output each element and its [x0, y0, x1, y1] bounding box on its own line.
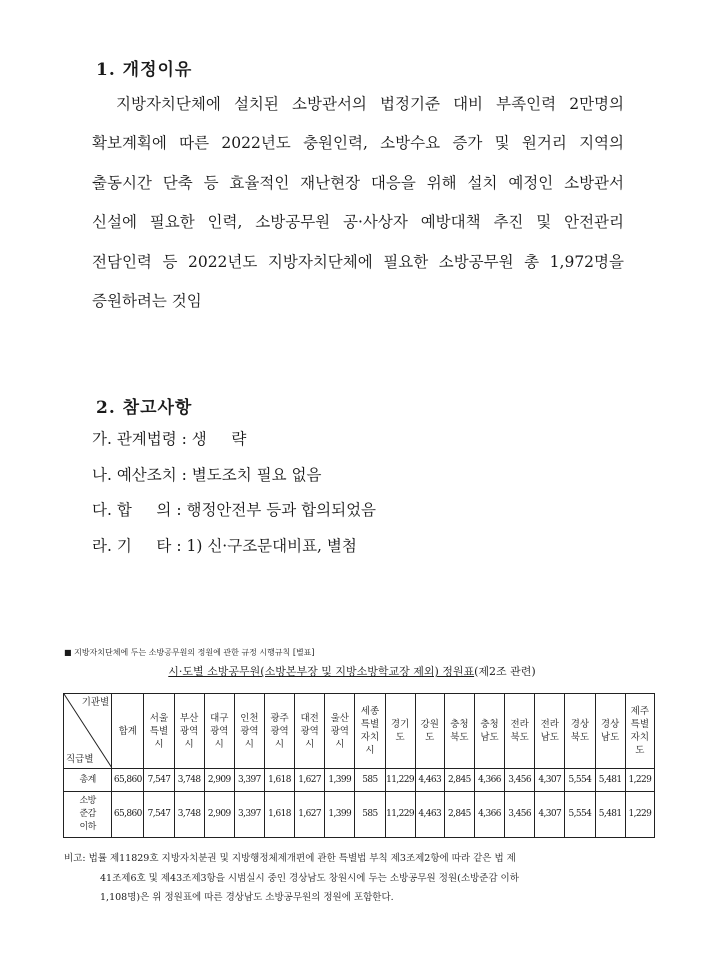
row-label: 소방 준감 이하	[64, 792, 112, 838]
table-cell: 4,463	[415, 769, 444, 792]
table-cell: 5,481	[595, 792, 625, 838]
table-cell: 3,748	[174, 792, 204, 838]
table-cell: 4,307	[535, 769, 565, 792]
table-cell: 7,547	[144, 792, 174, 838]
reference-item: 라. 기 타 : 1) 신·구조문대비표, 별첨	[92, 536, 357, 555]
reference-item: 다. 합 의 : 행정안전부 등과 합의되었음	[92, 501, 377, 519]
section2-heading: 2. 참고사항	[96, 398, 193, 418]
table-cell: 1,627	[295, 792, 325, 838]
column-header: 경상 남도	[595, 694, 625, 769]
paragraph-line: 확보계획에 따른 2022년도 충원인력, 소방수요 증가 및 원거리 지역의	[92, 134, 624, 153]
table-caption-suffix: (제2조 관련)	[474, 665, 536, 678]
paragraph-line: 지방자치단체에 설치된 소방관서의 법정기준 대비 부족인력 2만명의	[116, 95, 624, 113]
reference-item: 가. 관계법령 : 생 략	[92, 430, 247, 448]
section1-paragraph	[92, 90, 624, 326]
column-header: 대전 광역 시	[295, 694, 325, 769]
column-header: 충청 북도	[444, 694, 474, 769]
table-cell: 65,860	[112, 769, 144, 792]
table-cell: 2,909	[204, 792, 234, 838]
column-header: 세종 특별 자치 시	[355, 694, 385, 769]
column-header: 울산 광역 시	[325, 694, 355, 769]
column-header: 충청 남도	[474, 694, 504, 769]
table-cell: 1,618	[264, 792, 294, 838]
corner-cell	[64, 694, 112, 769]
table-row	[64, 769, 655, 792]
table-cell: 1,229	[625, 792, 654, 838]
table-cell: 11,229	[385, 769, 415, 792]
table-cell: 4,366	[474, 769, 504, 792]
row-label: 총계	[64, 769, 112, 792]
table-cell: 5,554	[565, 792, 595, 838]
table-cell: 1,399	[325, 769, 355, 792]
paragraph-line: 전담인력 등 2022년도 지방자치단체에 필요한 소방공무원 총 1,972명을	[92, 252, 624, 271]
column-header: 서울 특별 시	[144, 694, 174, 769]
table-cell: 3,397	[234, 769, 264, 792]
table-cell: 1,399	[325, 792, 355, 838]
column-header: 전라 북도	[505, 694, 535, 769]
table-cell: 1,229	[625, 769, 654, 792]
table-cell: 585	[355, 769, 385, 792]
column-header: 인천 광역 시	[234, 694, 264, 769]
table-caption	[0, 663, 704, 679]
corner-label-bottom: 직급별	[66, 754, 94, 765]
table-cell: 5,481	[595, 769, 625, 792]
paragraph-line: 신설에 필요한 인력, 소방공무원 공·사상자 예방대책 추진 및 안전관리	[92, 213, 624, 232]
column-header: 경기 도	[385, 694, 415, 769]
staffing-table	[63, 693, 655, 838]
column-header: 광주 광역 시	[264, 694, 294, 769]
table-cell: 4,463	[415, 792, 444, 838]
column-header: 부산 광역 시	[174, 694, 204, 769]
table-cell: 2,845	[444, 769, 474, 792]
reference-item: 나. 예산조치 : 별도조치 필요 없음	[92, 465, 322, 484]
corner-label-top: 기관별	[81, 697, 110, 708]
table-cell: 1,627	[295, 769, 325, 792]
column-header: 경상 북도	[565, 694, 595, 769]
paragraph-line: 증원하려는 것임	[92, 291, 202, 310]
reference-items	[92, 427, 376, 569]
table-cell: 3,456	[505, 792, 535, 838]
table-note	[64, 849, 664, 908]
table-cell: 2,845	[444, 792, 474, 838]
table-cell: 3,456	[505, 769, 535, 792]
column-header: 대구 광역 시	[204, 694, 234, 769]
column-header: 전라 남도	[535, 694, 565, 769]
column-header: 제주 특별 자치 도	[625, 694, 654, 769]
table-cell: 4,366	[474, 792, 504, 838]
table-cell: 4,307	[535, 792, 565, 838]
table-header-row	[64, 694, 655, 769]
table-caption-title: 시·도별 소방공무원(소방본부장 및 지방소방학교장 제외) 정원표	[168, 665, 475, 678]
note-line: 41조제6호 및 제43조제3항을 시범실시 중인 경상남도 창원시에 두는 소방공무원 정원(소방준감 이하	[100, 872, 519, 884]
table-cell: 3,397	[234, 792, 264, 838]
table-cell: 2,909	[204, 769, 234, 792]
table-cell: 5,554	[565, 769, 595, 792]
table-cell: 3,748	[174, 769, 204, 792]
section1-heading: 1. 개정이유	[96, 60, 193, 80]
table-cell: 1,618	[264, 769, 294, 792]
note-line: 비고: 법률 제11829호 지방자치분권 및 지방행정체제개편에 관한 특별법 부칙 제3조제2항에 따라 같은 법 제	[64, 853, 516, 864]
table-cell: 11,229	[385, 792, 415, 838]
table-row	[64, 792, 655, 838]
column-header: 강원 도	[415, 694, 444, 769]
column-header: 합계	[112, 694, 144, 769]
table-cell: 585	[355, 792, 385, 838]
table-cell: 65,860	[112, 792, 144, 838]
annex-header: ■ 지방자치단체에 두는 소방공무원의 정원에 관한 규정 시행규칙 [별표]	[64, 648, 315, 657]
note-line: 1,108명)은 위 정원표에 따른 경상남도 소방공무원의 정원에 포함한다.	[100, 892, 394, 903]
paragraph-line: 출동시간 단축 등 효율적인 재난현장 대응을 위해 설치 예정인 소방관서	[92, 173, 624, 192]
table-cell: 7,547	[144, 769, 174, 792]
